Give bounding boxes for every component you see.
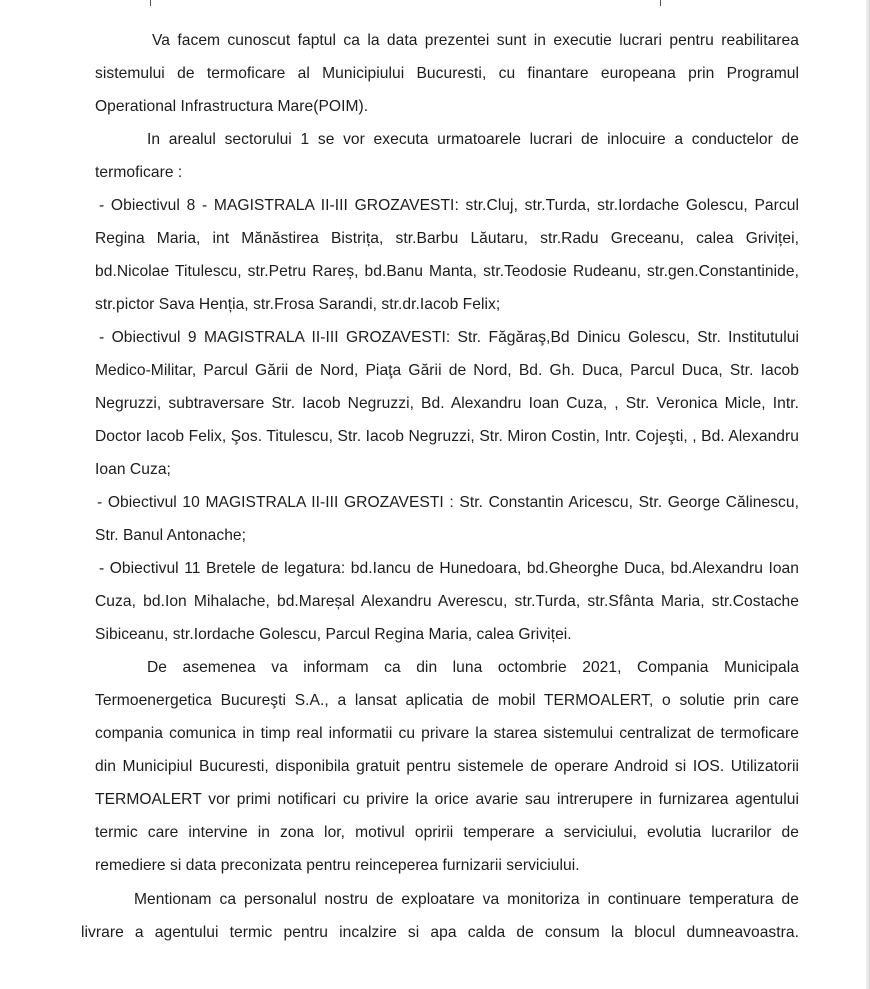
paragraph-termoalert: De asemenea va informam ca din luna octombrie 2021, Compania Municipala Termoenergetica Bucureşti S.A., a lansat aplicatia de mobil TERMOALERT, o solutie prin care compania comunica in timp real informatii cu privare la starea sistemului centralizat de termoficare din Municipiul Bucuresti, disponibila gratuit pentru sistemele de operare Android si IOS. Utilizatorii TERMOALERT vor primi notificari cu privire la orice avarie sau intrerupere in furnizarea agentului termic care intervine in zona lor, motivul opririi temperare a serviciului, evolutia lucrarilor de remediere si data preconizata pentru reinceperea furnizarii serviciului. (95, 659, 799, 874)
list-item-objective-8: - Obiectivul 8 - MAGISTRALA II-III GROZAVESTI: str.Cluj, str.Turda, str.Iordache Golescu, Parcul Regina Maria, int Mănăstirea Bistrița, str.Barbu Lăutaru, str.Radu Greceanu, calea Griviței, bd.Nicolae Titulescu, str.Petru Rareș, bd.Banu Manta, str.Teodosie Rudeanu, str.gen.Constantinide, str.pictor Sava Henția, str.Frosa Sarandi, str.dr.Iacob Felix; (95, 197, 799, 313)
list-item-objective-11: - Obiectivul 11 Bretele de legatura: bd.Iancu de Hunedoara, bd.Gheorghe Duca, bd.Alexandru Ioan Cuza, bd.Ion Mihalache, bd.Mareșal Alexandru Averescu, str.Turda, str.Sfânta Maria, str.Costache Sibiceanu, str.Iordache Golescu, Parcul Regina Maria, calea Griviței. (95, 560, 799, 643)
page-edge-shadow (866, 0, 870, 989)
document-body (95, 24, 799, 882)
list-item-objective-10: - Obiectivul 10 MAGISTRALA II-III GROZAVESTI : Str. Constantin Aricescu, Str. George Călinescu, Str. Banul Antonache; (95, 494, 799, 544)
page-top-mark-left (150, 0, 151, 6)
paragraph-sector-works: In arealul sectorului 1 se vor executa urmatoarele lucrari de inlocuire a conductelor de termoficare : (95, 131, 799, 181)
page-top-mark-right (660, 0, 661, 6)
paragraph-monitoring: Mentionam ca personalul nostru de exploatare va monitoriza in continuare temperatura de livrare a agentului termic pentru incalzire si apa calda de consum la blocul dumneavoastra. (81, 891, 799, 941)
paragraph-intro: Va facem cunoscut faptul ca la data prezentei sunt in executie lucrari pentru reabilitarea sistemului de termoficare al Municipiului Bucuresti, cu finantare europeana prin Programul Operational Infrastructura Mare(POIM). (95, 32, 799, 115)
document-body-continued (81, 883, 799, 949)
list-item-objective-9: - Obiectivul 9 MAGISTRALA II-III GROZAVESTI: Str. Făgăraş,Bd Dinicu Golescu, Str. Institutului Medico-Militar, Parcul Gării de Nord, Piaţa Gării de Nord, Bd. Gh. Duca, Parcul Duca, Str. Iacob Negruzzi, subtraversare Str. Iacob Negruzzi, Bd. Alexandru Ioan Cuza, , Str. Veronica Micle, Intr. Doctor Iacob Felix, Şos. Titulescu, Str. Iacob Negruzzi, Str. Miron Costin, Intr. Cojeşti, , Bd. Alexandru Ioan Cuza; (95, 329, 799, 478)
